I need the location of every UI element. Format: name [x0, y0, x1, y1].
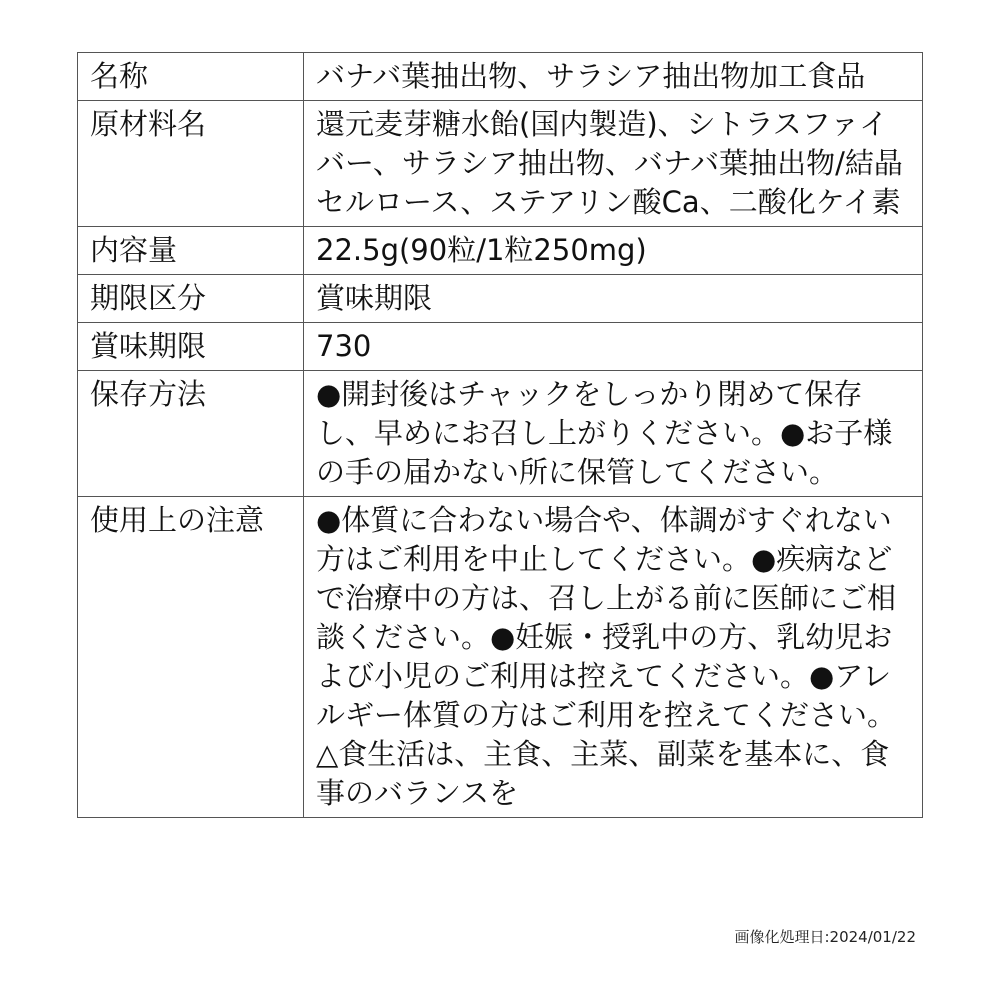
- table-row-storage: [78, 371, 923, 497]
- product-info-table: [77, 52, 923, 818]
- diet-note-text: △食生活は、主食、主菜、副菜を基本に、食事のバランスを: [316, 737, 890, 810]
- row-label-ingredients: 原材料名: [78, 101, 304, 227]
- row-label-precautions: 使用上の注意: [78, 497, 304, 818]
- row-value-storage: ●開封後はチャックをしっかり閉めて保存し、早めにお召し上がりください。●お子様の手の届かない所に保管してください。: [304, 371, 923, 497]
- row-label-expiry-type: 期限区分: [78, 275, 304, 323]
- processed-date-stamp: 画像化処理日:2024/01/22: [734, 928, 916, 946]
- row-value-name: バナバ葉抽出物、サラシア抽出物加工食品: [304, 53, 923, 101]
- row-label-best-before: 賞味期限: [78, 323, 304, 371]
- row-value-best-before: 730: [304, 323, 923, 371]
- table-row-best-before: [78, 323, 923, 371]
- row-label-storage: 保存方法: [78, 371, 304, 497]
- row-label-name: 名称: [78, 53, 304, 101]
- table-row-precautions: [78, 497, 923, 818]
- table-row-expiry-type: [78, 275, 923, 323]
- row-value-expiry-type: 賞味期限: [304, 275, 923, 323]
- table-row-contents: [78, 227, 923, 275]
- row-value-contents: 22.5g(90粒/1粒250mg): [304, 227, 923, 275]
- table-row-ingredients: [78, 101, 923, 227]
- row-value-precautions: [304, 497, 923, 818]
- row-value-ingredients: 還元麦芽糖水飴(国内製造)、シトラスファイバー、サラシア抽出物、バナバ葉抽出物/結晶セルロース、ステアリン酸Ca、二酸化ケイ素: [304, 101, 923, 227]
- row-label-contents: 内容量: [78, 227, 304, 275]
- precautions-text: ●体質に合わない場合や、体調がすぐれない方はご利用を中止してください。●疾病などで治療中の方は、召し上がる前に医師にご相談ください。●妊娠・授乳中の方、乳幼児および小児のご利用は控えてください。●アレルギー体質の方はご利用を控えてください。: [316, 503, 897, 732]
- table-row-name: [78, 53, 923, 101]
